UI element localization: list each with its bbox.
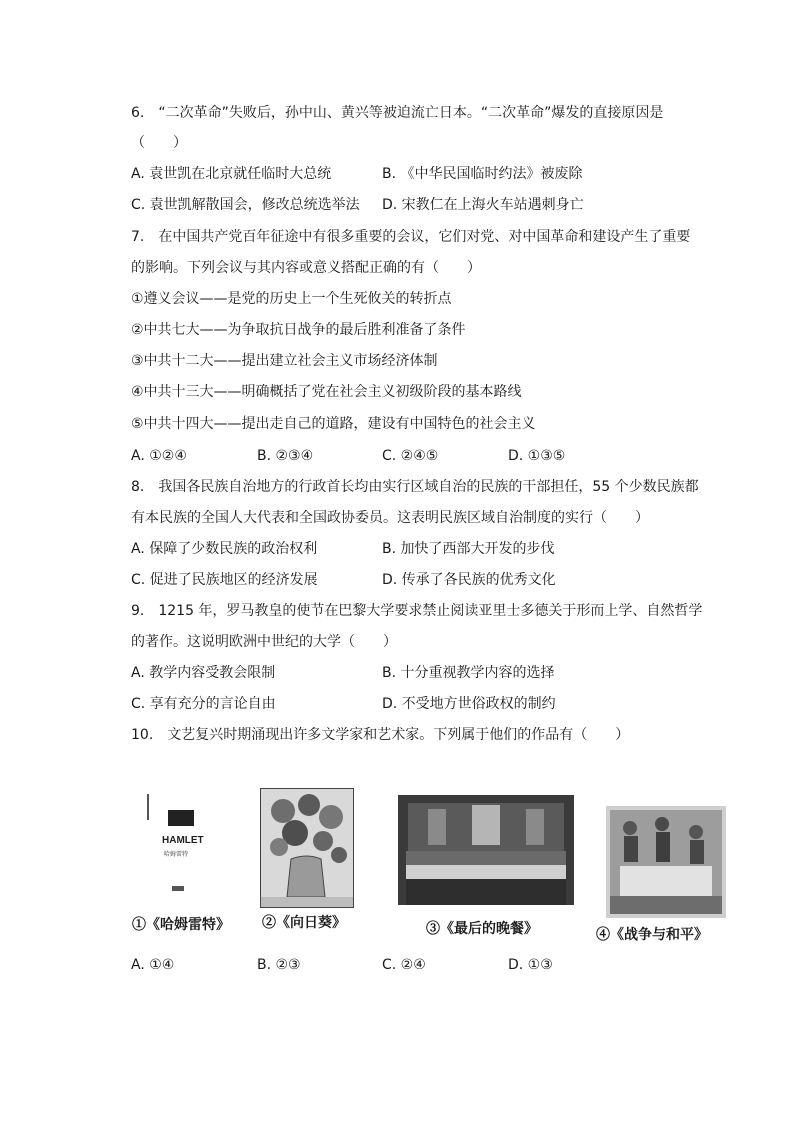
q10-option-c: C. ②④ [382, 957, 426, 973]
last-supper-painting-image [398, 795, 574, 905]
q7-option-b: B. ②③④ [257, 448, 314, 464]
q7-item-3: ③中共十二大——提出建立社会主义市场经济体制 [131, 353, 438, 369]
q6-option-c: C. 袁世凯解散国会，修改总统选举法 [131, 197, 360, 213]
caption-war-and-peace: ④《战争与和平》 [596, 927, 708, 943]
q7-option-a: A. ①②④ [131, 448, 187, 464]
q8-stem-line2: 有本民族的全国人大代表和全国政协委员。这表明民族区域自治制度的实行（ ） [131, 510, 649, 526]
q10-option-b: B. ②③ [257, 957, 301, 973]
war-and-peace-image [606, 806, 726, 918]
q9-option-d: D. 不受地方世俗政权的制约 [382, 696, 556, 712]
sunflowers-painting-image [260, 788, 354, 908]
q7-item-2: ②中共七大——为争取抗日战争的最后胜利准备了条件 [131, 322, 466, 338]
hamlet-book-subtitle: 哈姆雷特 [164, 851, 189, 858]
q7-stem-line2: 的影响。下列会议与其内容或意义搭配正确的有（ ） [131, 260, 481, 276]
q8-option-a: A. 保障了少数民族的政治权利 [131, 541, 318, 557]
q10-option-a: A. ①④ [131, 957, 175, 973]
q7-item-5: ⑤中共十四大——提出走自己的道路，建设有中国特色的社会主义 [131, 416, 536, 432]
q7-item-4: ④中共十三大——明确概括了党在社会主义初级阶段的基本路线 [131, 384, 522, 400]
q9-option-c: C. 享有充分的言论自由 [131, 696, 276, 712]
q7-option-c: C. ②④⑤ [382, 448, 439, 464]
q8-stem-line1: 8. 我国各民族自治地方的行政首长均由实行区域自治的民族的干部担任，55 个少数民族都 [131, 479, 699, 495]
q6-stem-line2: （ ） [131, 135, 187, 151]
q8-option-c: C. 促进了民族地区的经济发展 [131, 572, 318, 588]
q7-stem-line1: 7. 在中国共产党百年征途中有很多重要的会议，它们对党、对中国革命和建设产生了重要 [131, 229, 691, 245]
q6-option-d: D. 宋教仁在上海火车站遇刺身亡 [382, 197, 584, 213]
q10-stem-line1: 10. 文艺复兴时期涌现出许多文学家和艺术家。下列属于他们的作品有（ ） [131, 727, 630, 743]
q6-option-a: A. 袁世凯在北京就任临时大总统 [131, 166, 332, 182]
q9-stem-line1: 9. 1215 年，罗马教皇的使节在巴黎大学要求禁止阅读亚里士多德关于形而上学、自然哲学 [131, 603, 703, 619]
q6-option-b: B. 《中华民国临时约法》被废除 [382, 166, 583, 182]
q10-option-d: D. ①③ [508, 957, 553, 973]
q6-stem-line1: 6. “二次革命”失败后，孙中山、黄兴等被迫流亡日本。“二次革命”爆发的直接原因是 [131, 105, 664, 121]
hamlet-book-title: HAMLET [162, 835, 204, 846]
caption-last-supper: ③《最后的晚餐》 [426, 921, 538, 937]
q8-option-b: B. 加快了西部大开发的步伐 [382, 541, 555, 557]
hamlet-book-image [142, 790, 220, 902]
q7-option-d: D. ①③⑤ [508, 448, 566, 464]
q8-option-d: D. 传承了各民族的优秀文化 [382, 572, 556, 588]
q9-option-a: A. 教学内容受教会限制 [131, 665, 276, 681]
q9-option-b: B. 十分重视教学内容的选择 [382, 665, 555, 681]
caption-hamlet: ①《哈姆雷特》 [132, 917, 230, 933]
q9-stem-line2: 的著作。这说明欧洲中世纪的大学（ ） [131, 634, 397, 650]
caption-sunflowers: ②《向日葵》 [262, 915, 346, 931]
q7-item-1: ①遵义会议——是党的历史上一个生死攸关的转折点 [131, 291, 452, 307]
